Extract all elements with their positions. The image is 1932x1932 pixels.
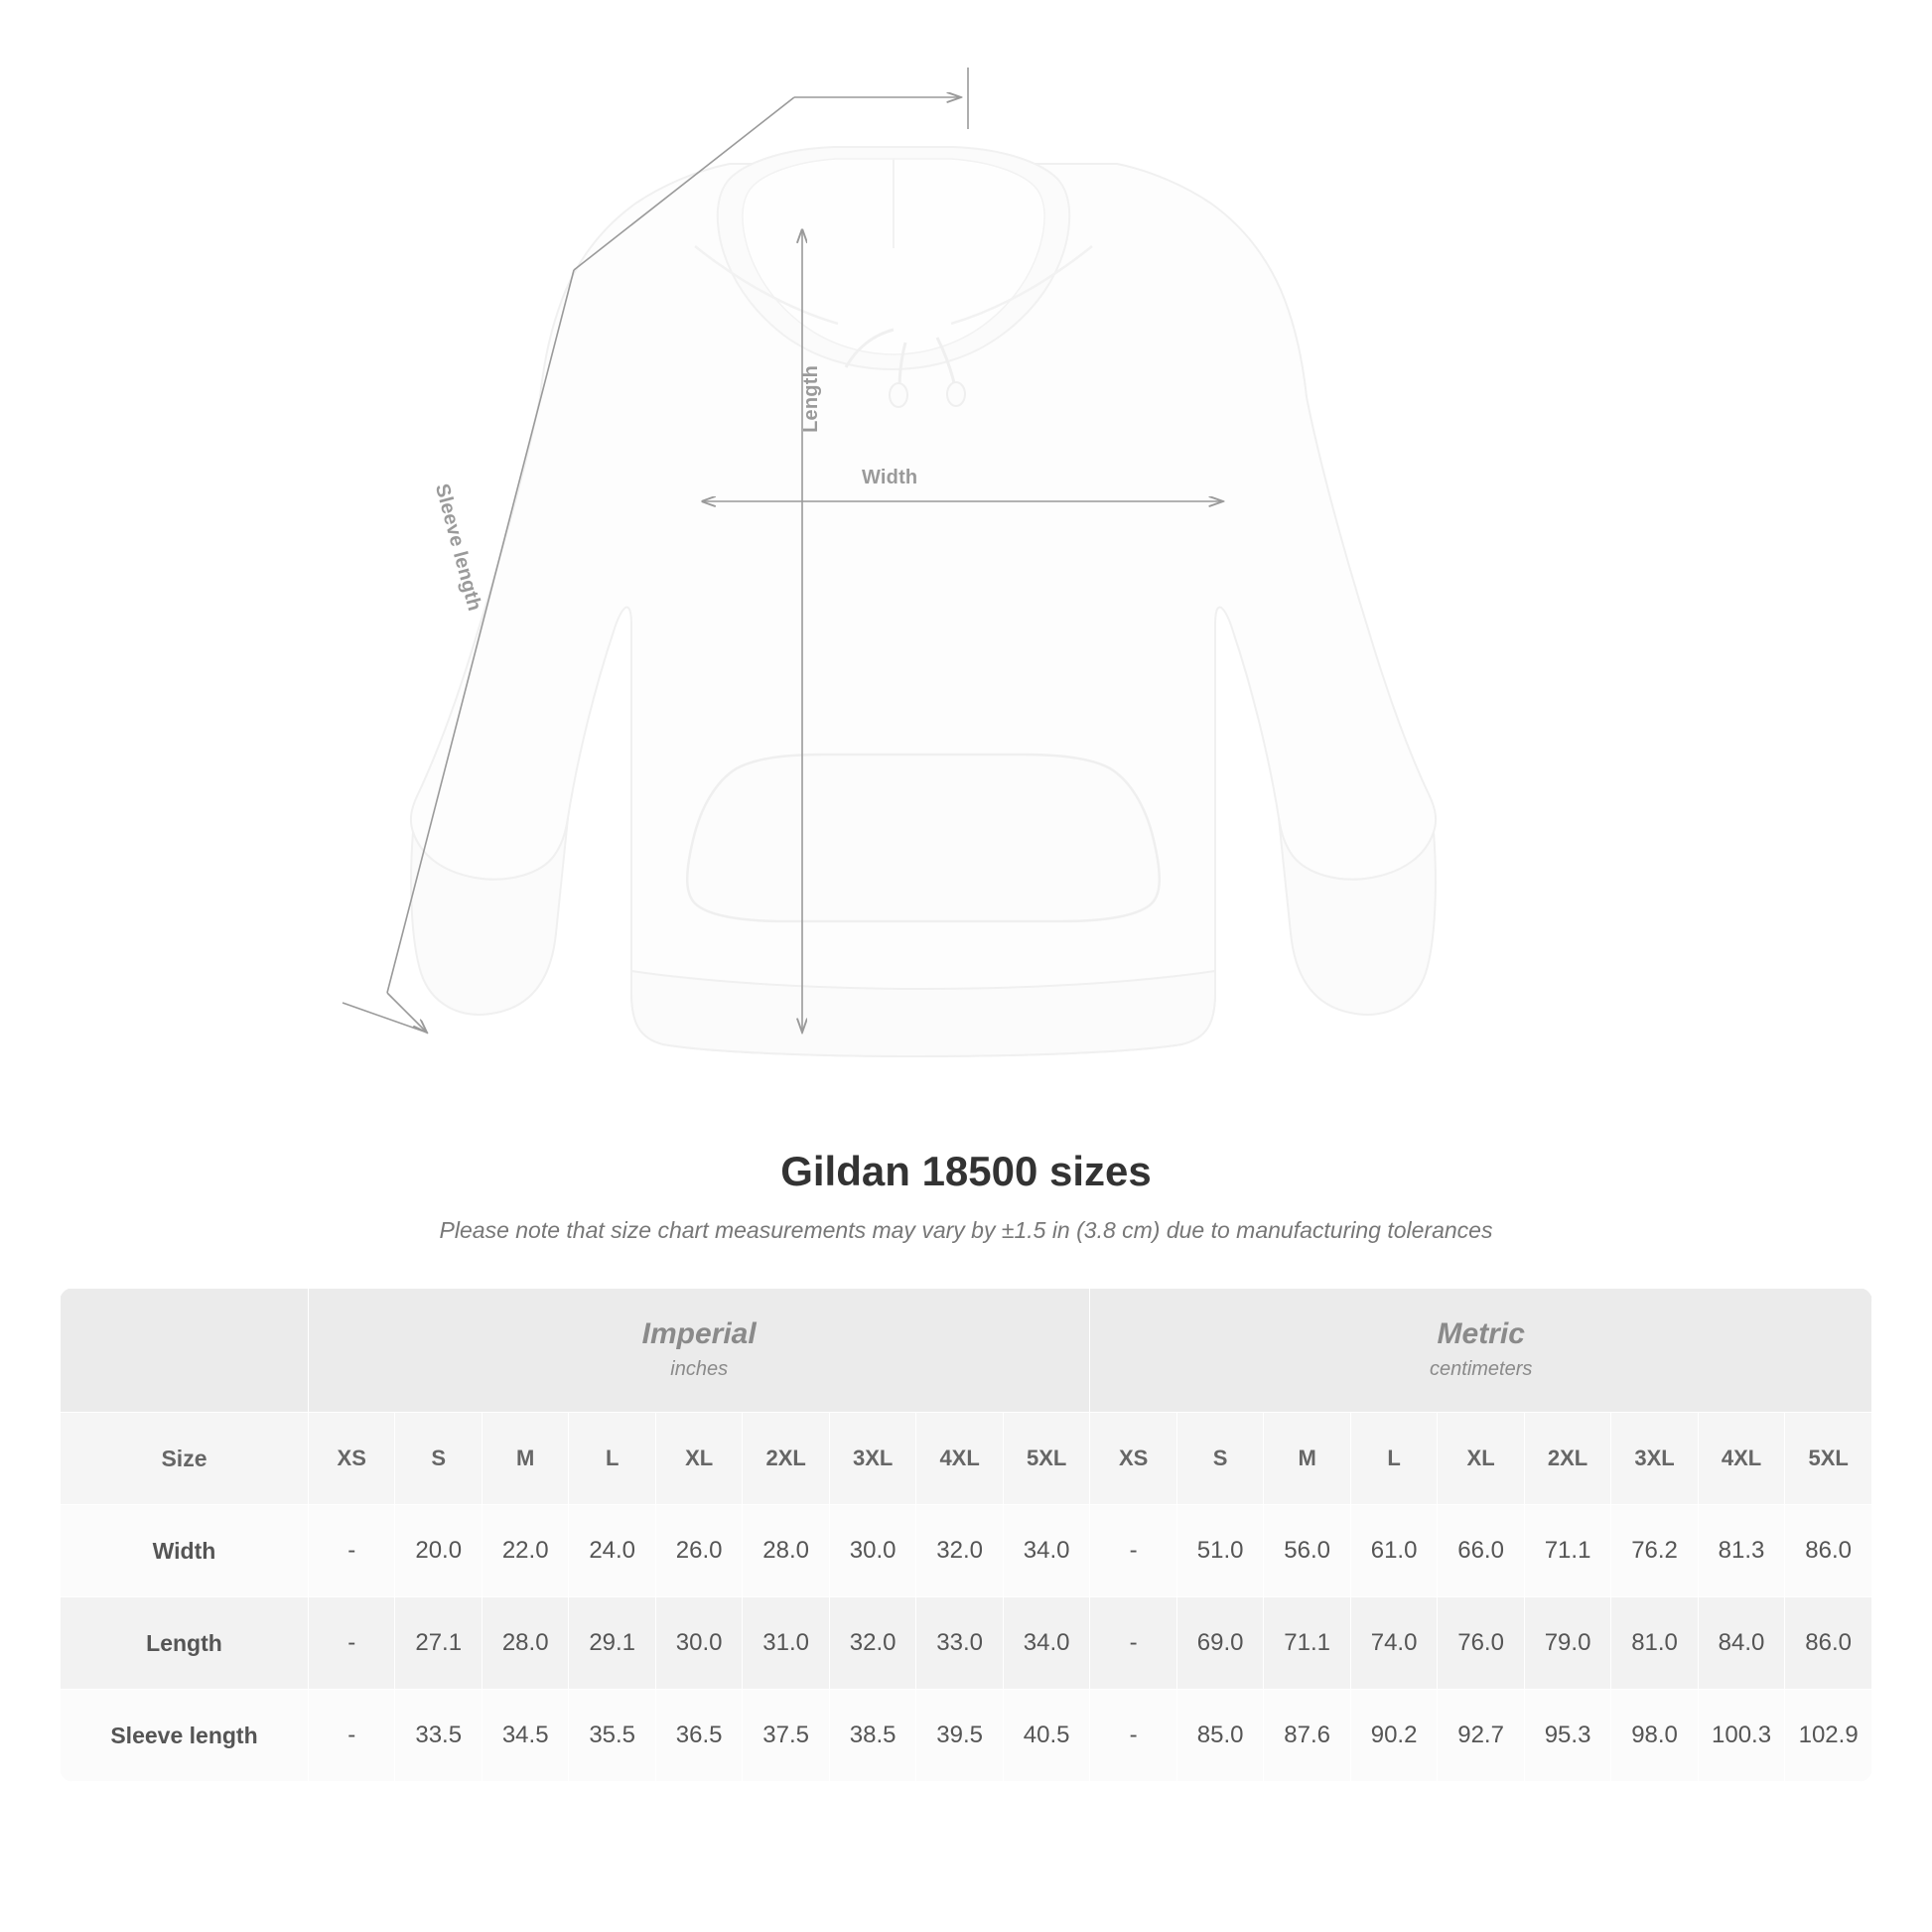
column-header-imperial-5xl: 5XL bbox=[1003, 1413, 1090, 1505]
cell-length-imperial-2xl: 31.0 bbox=[743, 1597, 829, 1690]
column-header-metric-l: L bbox=[1350, 1413, 1437, 1505]
cell-length-metric-xl: 76.0 bbox=[1438, 1597, 1524, 1690]
cell-width-imperial-4xl: 32.0 bbox=[916, 1505, 1003, 1597]
cell-width-metric-3xl: 76.2 bbox=[1611, 1505, 1698, 1597]
cell-length-metric-m: 71.1 bbox=[1264, 1597, 1350, 1690]
title-block bbox=[0, 1148, 1932, 1244]
column-header-imperial-xs: XS bbox=[308, 1413, 394, 1505]
cell-length-metric-2xl: 79.0 bbox=[1524, 1597, 1610, 1690]
table-row bbox=[61, 1690, 1872, 1782]
size-table bbox=[60, 1288, 1872, 1782]
cell-sleeve-metric-xs: - bbox=[1090, 1690, 1176, 1782]
cell-sleeve-metric-xl: 92.7 bbox=[1438, 1690, 1524, 1782]
table-row bbox=[61, 1597, 1872, 1690]
size-header-row bbox=[61, 1413, 1872, 1505]
column-header-imperial-s: S bbox=[395, 1413, 482, 1505]
column-header-imperial-m: M bbox=[482, 1413, 568, 1505]
metric-unit: centimeters bbox=[1430, 1357, 1533, 1380]
cell-sleeve-metric-m: 87.6 bbox=[1264, 1690, 1350, 1782]
sleeve-length-dimension-label: Sleeve length bbox=[430, 482, 486, 614]
cell-length-imperial-xs: - bbox=[308, 1597, 394, 1690]
tolerance-note: Please note that size chart measurements may vary by ±1.5 in (3.8 cm) due to manufacturing tolerances bbox=[439, 1217, 1493, 1243]
column-header-metric-s: S bbox=[1176, 1413, 1263, 1505]
system-header-imperial bbox=[308, 1289, 1089, 1413]
cell-width-imperial-s: 20.0 bbox=[395, 1505, 482, 1597]
cell-sleeve-metric-2xl: 95.3 bbox=[1524, 1690, 1610, 1782]
cell-width-metric-m: 56.0 bbox=[1264, 1505, 1350, 1597]
cell-width-imperial-3xl: 30.0 bbox=[829, 1505, 915, 1597]
width-dimension-label: Width bbox=[862, 467, 918, 488]
cell-width-metric-xl: 66.0 bbox=[1438, 1505, 1524, 1597]
cell-sleeve-metric-3xl: 98.0 bbox=[1611, 1690, 1698, 1782]
cell-width-imperial-5xl: 34.0 bbox=[1003, 1505, 1090, 1597]
cell-sleeve-metric-5xl: 102.9 bbox=[1785, 1690, 1872, 1782]
table-row bbox=[61, 1505, 1872, 1597]
hoodie-shape bbox=[411, 147, 1436, 1056]
column-header-metric-xs: XS bbox=[1090, 1413, 1176, 1505]
imperial-unit: inches bbox=[670, 1357, 729, 1380]
cell-sleeve-imperial-xs: - bbox=[308, 1690, 394, 1782]
cell-length-metric-5xl: 86.0 bbox=[1785, 1597, 1872, 1690]
cell-width-imperial-xs: - bbox=[308, 1505, 394, 1597]
cell-sleeve-imperial-l: 35.5 bbox=[569, 1690, 655, 1782]
size-table-wrapper bbox=[60, 1288, 1872, 1782]
cell-width-imperial-m: 22.0 bbox=[482, 1505, 568, 1597]
cell-sleeve-imperial-5xl: 40.5 bbox=[1003, 1690, 1090, 1782]
cell-length-metric-l: 74.0 bbox=[1350, 1597, 1437, 1690]
column-header-imperial-l: L bbox=[569, 1413, 655, 1505]
cell-sleeve-imperial-4xl: 39.5 bbox=[916, 1690, 1003, 1782]
column-header-metric-5xl: 5XL bbox=[1785, 1413, 1872, 1505]
cell-width-metric-5xl: 86.0 bbox=[1785, 1505, 1872, 1597]
cell-length-imperial-m: 28.0 bbox=[482, 1597, 568, 1690]
length-dimension-label: Length bbox=[800, 365, 822, 433]
cell-sleeve-metric-s: 85.0 bbox=[1176, 1690, 1263, 1782]
system-header-blank bbox=[61, 1289, 309, 1413]
cell-width-metric-4xl: 81.3 bbox=[1698, 1505, 1784, 1597]
row-label-width: Width bbox=[61, 1505, 309, 1597]
cell-width-imperial-2xl: 28.0 bbox=[743, 1505, 829, 1597]
column-header-metric-m: M bbox=[1264, 1413, 1350, 1505]
column-header-size: Size bbox=[61, 1413, 309, 1505]
cell-length-imperial-s: 27.1 bbox=[395, 1597, 482, 1690]
cell-length-metric-xs: - bbox=[1090, 1597, 1176, 1690]
cell-sleeve-metric-l: 90.2 bbox=[1350, 1690, 1437, 1782]
column-header-imperial-3xl: 3XL bbox=[829, 1413, 915, 1505]
column-header-metric-xl: XL bbox=[1438, 1413, 1524, 1505]
cell-width-imperial-xl: 26.0 bbox=[655, 1505, 742, 1597]
cell-sleeve-imperial-3xl: 38.5 bbox=[829, 1690, 915, 1782]
cell-length-imperial-3xl: 32.0 bbox=[829, 1597, 915, 1690]
cell-width-metric-2xl: 71.1 bbox=[1524, 1505, 1610, 1597]
cell-width-metric-xs: - bbox=[1090, 1505, 1176, 1597]
imperial-name: Imperial bbox=[641, 1317, 757, 1351]
column-header-imperial-xl: XL bbox=[655, 1413, 742, 1505]
cell-width-imperial-l: 24.0 bbox=[569, 1505, 655, 1597]
cell-length-imperial-l: 29.1 bbox=[569, 1597, 655, 1690]
cell-length-metric-4xl: 84.0 bbox=[1698, 1597, 1784, 1690]
cell-sleeve-imperial-m: 34.5 bbox=[482, 1690, 568, 1782]
row-label-sleeve-length: Sleeve length bbox=[61, 1690, 309, 1782]
cell-sleeve-metric-4xl: 100.3 bbox=[1698, 1690, 1784, 1782]
row-label-length: Length bbox=[61, 1597, 309, 1690]
cell-sleeve-imperial-s: 33.5 bbox=[395, 1690, 482, 1782]
cell-length-imperial-xl: 30.0 bbox=[655, 1597, 742, 1690]
page-title: Gildan 18500 sizes bbox=[780, 1148, 1152, 1194]
cell-length-imperial-4xl: 33.0 bbox=[916, 1597, 1003, 1690]
cell-length-metric-3xl: 81.0 bbox=[1611, 1597, 1698, 1690]
metric-name: Metric bbox=[1437, 1317, 1525, 1351]
column-header-metric-2xl: 2XL bbox=[1524, 1413, 1610, 1505]
cell-length-metric-s: 69.0 bbox=[1176, 1597, 1263, 1690]
column-header-metric-3xl: 3XL bbox=[1611, 1413, 1698, 1505]
cell-sleeve-imperial-2xl: 37.5 bbox=[743, 1690, 829, 1782]
system-header-metric bbox=[1090, 1289, 1872, 1413]
column-header-metric-4xl: 4XL bbox=[1698, 1413, 1784, 1505]
column-header-imperial-4xl: 4XL bbox=[916, 1413, 1003, 1505]
cell-width-metric-s: 51.0 bbox=[1176, 1505, 1263, 1597]
cell-sleeve-imperial-xl: 36.5 bbox=[655, 1690, 742, 1782]
system-header-row bbox=[61, 1289, 1872, 1413]
column-header-imperial-2xl: 2XL bbox=[743, 1413, 829, 1505]
cell-width-metric-l: 61.0 bbox=[1350, 1505, 1437, 1597]
cell-length-imperial-5xl: 34.0 bbox=[1003, 1597, 1090, 1690]
